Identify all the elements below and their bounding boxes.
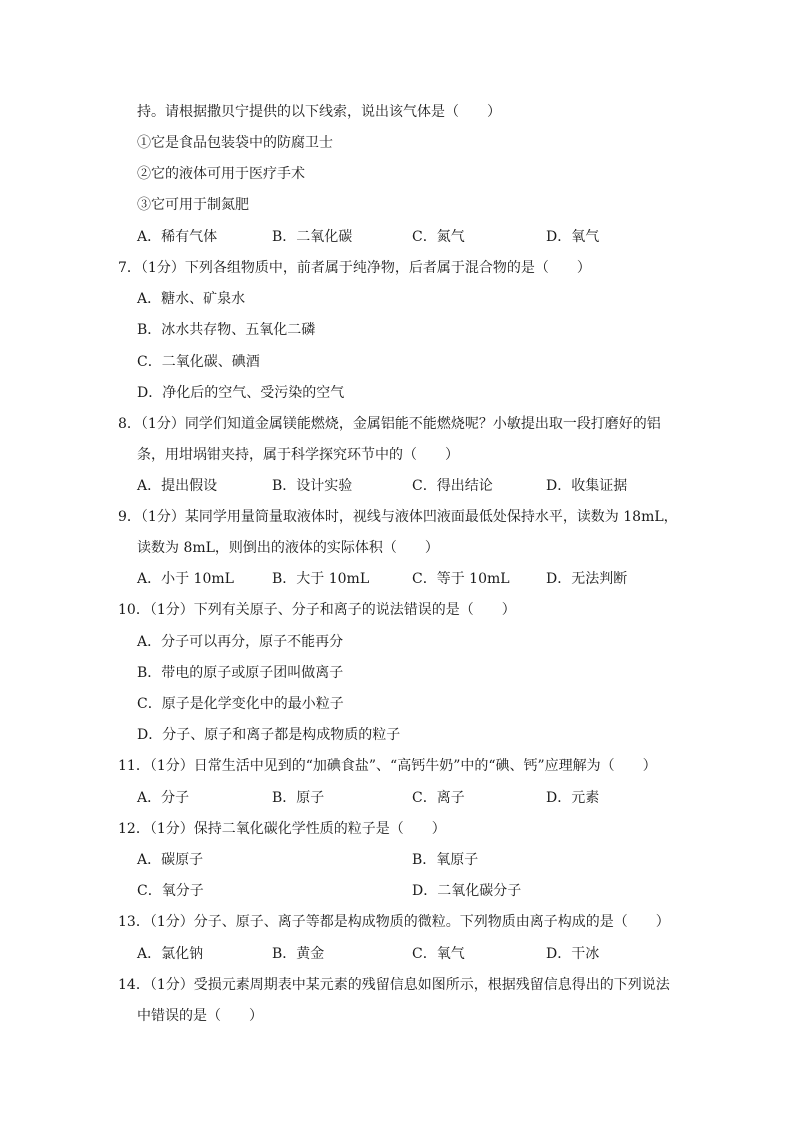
q12-option-a[interactable]: A．碳原子 <box>137 852 204 868</box>
q8-stem-line-2: 条，用坩埚钳夹持，属于科学探究环节中的（ ） <box>137 447 459 463</box>
q8-option-a[interactable]: A．提出假设 <box>137 478 218 494</box>
q13-option-b[interactable]: B．黄金 <box>272 946 325 962</box>
q10-option-c[interactable]: C．原子是化学变化中的最小粒子 <box>137 696 344 712</box>
q7-stem: 7．（1分）下列各组物质中，前者属于纯净物，后者属于混合物的是（ ） <box>118 260 591 276</box>
q10-option-b[interactable]: B．带电的原子或原子团叫做离子 <box>137 665 344 681</box>
q8-option-b[interactable]: B．设计实验 <box>272 478 353 494</box>
q11-option-c[interactable]: C．离子 <box>412 790 465 806</box>
q11-option-d[interactable]: D．元素 <box>546 790 600 806</box>
q10-stem: 10．（1分）下列有关原子、分子和离子的说法错误的是（ ） <box>118 602 516 618</box>
q7-option-a[interactable]: A．糖水、矿泉水 <box>137 291 246 307</box>
q12-option-c[interactable]: C．氧分子 <box>137 883 204 899</box>
q9-option-d[interactable]: D．无法判断 <box>546 571 628 587</box>
q11-option-b[interactable]: B．原子 <box>272 790 325 806</box>
q10-option-a[interactable]: A．分子可以再分，原子不能再分 <box>137 634 344 650</box>
q13-option-a[interactable]: A．氯化钠 <box>137 946 204 962</box>
q7-option-c[interactable]: C．二氧化碳、碘酒 <box>137 354 260 370</box>
q13-option-c[interactable]: C．氧气 <box>412 946 465 962</box>
q12-stem: 12．（1分）保持二氧化碳化学性质的粒子是（ ） <box>118 821 446 837</box>
q10-option-d[interactable]: D．分子、原子和离子都是构成物质的粒子 <box>137 727 401 743</box>
q11-stem: 11．（1分）日常生活中见到的“加碘食盐”、“高钙牛奶”中的“碘、钙”应理解为（ ） <box>118 758 657 774</box>
q6-option-c[interactable]: C．氮气 <box>412 229 465 245</box>
q12-option-d[interactable]: D．二氧化碳分子 <box>412 883 522 899</box>
q9-option-c[interactable]: C．等于 10mL <box>412 571 510 587</box>
q8-option-d[interactable]: D．收集证据 <box>546 478 628 494</box>
q9-option-b[interactable]: B．大于 10mL <box>272 571 370 587</box>
q9-stem-line-2: 读数为 8mL，则倒出的液体的实际体积（ ） <box>137 540 439 556</box>
q8-stem-line-1: 8．（1分）同学们知道金属镁能燃烧，金属铝能不能燃烧呢？小敏提出取一段打磨好的铝 <box>118 416 661 432</box>
q14-stem-line-2: 中错误的是（ ） <box>137 1008 263 1024</box>
q8-option-c[interactable]: C．得出结论 <box>412 478 493 494</box>
q6-option-a[interactable]: A．稀有气体 <box>137 229 218 245</box>
q6-stem-continuation: 持。请根据撒贝宁提供的以下线索，说出该气体是（ ） <box>137 104 501 120</box>
q6-option-b[interactable]: B．二氧化碳 <box>272 229 353 245</box>
q7-option-d[interactable]: D．净化后的空气、受污染的空气 <box>137 385 345 401</box>
q12-option-b[interactable]: B．氧原子 <box>412 852 479 868</box>
q11-option-a[interactable]: A．分子 <box>137 790 190 806</box>
q6-clue-1: ①它是食品包装袋中的防腐卫士 <box>137 135 333 151</box>
q13-option-d[interactable]: D．干冰 <box>546 946 600 962</box>
q13-stem: 13．（1分）分子、原子、离子等都是构成物质的微粒。下列物质由离子构成的是（ ） <box>118 914 670 930</box>
q9-stem-line-1: 9．（1分）某同学用量筒量取液体时，视线与液体凹液面最低处保持水平，读数为 18mL， <box>118 509 678 525</box>
q6-clue-3: ③它可用于制氮肥 <box>137 197 249 213</box>
q7-option-b[interactable]: B．冰水共存物、五氧化二磷 <box>137 322 316 338</box>
q6-clue-2: ②它的液体可用于医疗手术 <box>137 166 305 182</box>
q9-option-a[interactable]: A．小于 10mL <box>137 571 234 587</box>
q14-stem-line-1: 14．（1分）受损元素周期表中某元素的残留信息如图所示，根据残留信息得出的下列说法 <box>118 977 670 993</box>
q6-option-d[interactable]: D．氧气 <box>546 229 600 245</box>
